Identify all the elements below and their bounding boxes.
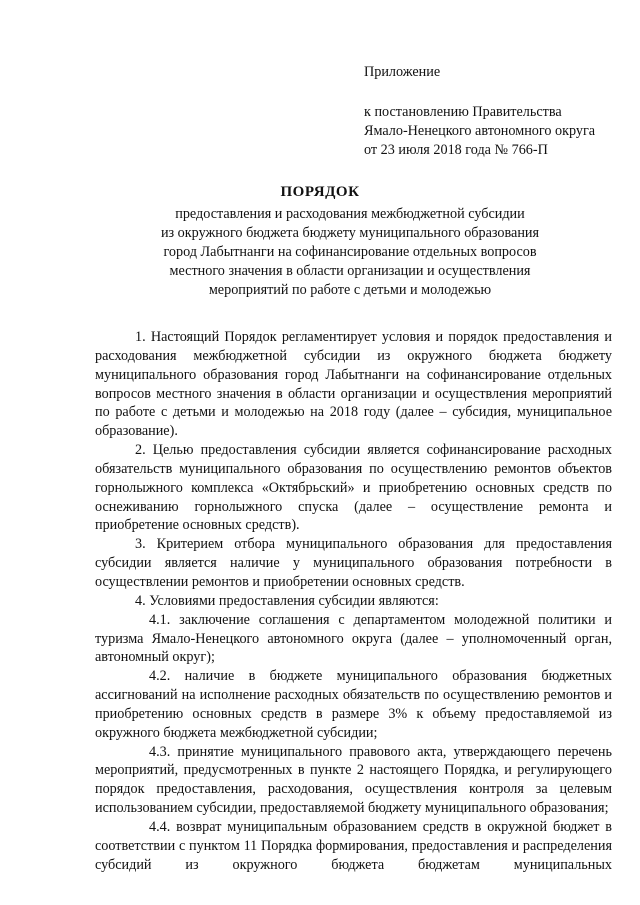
subtitle-line: предоставления и расходования межбюджетной субсидии <box>175 206 525 222</box>
annex-reference <box>364 103 595 160</box>
paragraph-4-3: 4.3. принятие муниципального правового акта, утверждающего перечень мероприятий, предусмотренных в пункте 2 настоящего Порядка, и регулирующего порядок предоставления, расходования, осуществления контроля за целевым использованием субсидии, предоставляемой бюджету муниципального образования; <box>95 743 612 817</box>
paragraph-3: 3. Критерием отбора муниципального образования для предоставления субсидии является наличие у муниципального образования потребности в осуществлении ремонтов и приобретении основных средств. <box>95 536 612 590</box>
subtitle-line: местного значения в области организации и осуществления <box>169 263 531 279</box>
subtitle-line: из окружного бюджета бюджету муниципального образования <box>160 225 540 241</box>
paragraph-4: 4. Условиями предоставления субсидии являются: <box>135 592 439 609</box>
subtitle-line: город Лабытнанги на софинансирование отдельных вопросов <box>163 244 537 260</box>
paragraph-4-1: 4.1. заключение соглашения с департаментом молодежной политики и туризма Ямало-Ненецкого автономного округа (далее – уполномоченный орган, автономный округ); <box>95 611 612 666</box>
paragraph-4-4: 4.4. возврат муниципальным образованием средств в окружной бюджет в соответствии с пунктом 11 Порядка формирования, предоставления и распределения субсидий из окружного бюджета бюджетам муниципальных <box>95 818 612 873</box>
document-body <box>95 328 612 874</box>
annex-line: к постановлению Правительства <box>364 104 562 120</box>
annex-line: Ямало-Ненецкого автономного округа <box>364 123 596 139</box>
document-subtitle <box>120 205 580 300</box>
subtitle-line: мероприятий по работе с детьми и молодежью <box>208 282 492 298</box>
paragraph-2: 2. Целью предоставления субсидии является софинансирование расходных обязательств муниципального образования по осуществлению ремонтов объектов горнолыжного комплекса «Октябрьский» и приобретению основных средств по оснеживанию горнолыжного спуска (далее – осуществление ремонта и приобретение основных средств). <box>95 442 612 534</box>
annex-line: от 23 июля 2018 года № 766-П <box>364 142 548 158</box>
annex-title: Приложение <box>364 64 441 80</box>
document-title: ПОРЯДОК <box>280 184 360 200</box>
paragraph-1: 1. Настоящий Порядок регламентирует условия и порядок предоставления и расходования межбюджетной субсидии из окружного бюджета бюджету муниципального образования город Лабытнанги на софинансирование отдельных вопросов местного значения в области организации и осуществления мероприятий по работе с детьми и молодежью на 2018 году (далее – субсидия, муниципальное образование). <box>95 329 612 440</box>
paragraph-4-2: 4.2. наличие в бюджете муниципального образования бюджетных ассигнований на исполнение расходных обязательств по осуществлению ремонтов и приобретению основных средств в размере 3% к объему предоставляемой из окружного бюджета межбюджетной субсидии; <box>95 668 612 741</box>
